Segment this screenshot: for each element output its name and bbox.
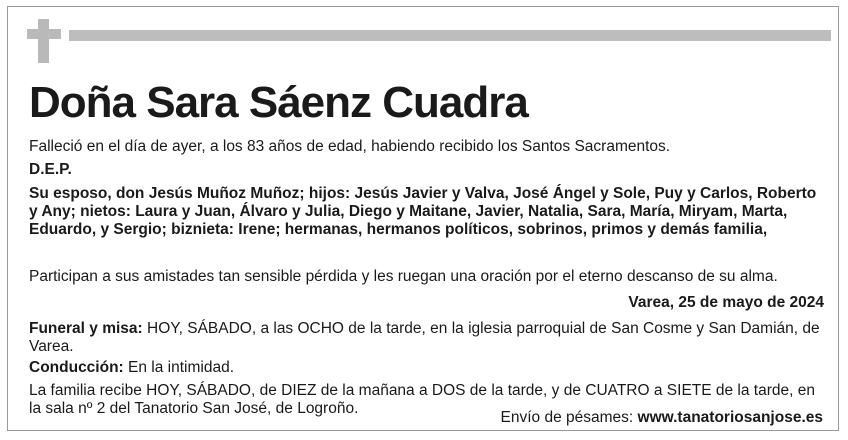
deceased-name: Doña Sara Sáenz Cuadra <box>29 78 528 127</box>
condolences-link[interactable]: www.tanatoriosanjose.es <box>637 409 823 426</box>
dep-label: D.E.P. <box>29 161 72 178</box>
conduccion-text: En la intimidad. <box>123 359 234 376</box>
conduccion-label: Conducción: <box>29 359 124 376</box>
funeral-text: HOY, SÁBADO, a las OCHO de la tarde, en la iglesia parroquial de San Cosme y San Damián, de Varea. <box>29 320 820 355</box>
header-rule <box>69 30 831 41</box>
funeral-label: Funeral y misa: <box>29 320 143 337</box>
funeral-info <box>29 320 825 356</box>
place-date: Varea, 25 de mayo de 2024 <box>628 294 824 311</box>
condolences-line <box>501 409 823 427</box>
conduccion-info <box>29 359 825 377</box>
reception-info: La familia recibe HOY, SÁBADO, de DIEZ de la mañana a DOS de la tarde, y de CUATRO a SIETE de la tarde, en la sala nº 2 del Tanatorio San José, de Logroño. <box>29 382 815 417</box>
condolences-label: Envío de pésames: <box>500 409 638 426</box>
family-list: Su esposo, don Jesús Muñoz Muñoz; hijos: Jesús Javier y Valva, José Ángel y Sole, Puy y Carlos, Roberto y Any; nietos: Laura y Juan, Álvaro y Julia, Diego y Maitane, Javier, Natalia, Sara, María, Miryam, Marta, Eduardo, y Sergio; biznieta: Irene; hermanas, hermanos políticos, sobrinos, primos y demás familia, <box>29 185 817 239</box>
death-announcement: Falleció en el día de ayer, a los 83 años de edad, habiendo recibido los Santos Sacramentos. <box>29 138 671 155</box>
participan-text: Participan a sus amistades tan sensible pérdida y les ruegan una oración por el eterno descanso de su alma. <box>29 268 778 285</box>
